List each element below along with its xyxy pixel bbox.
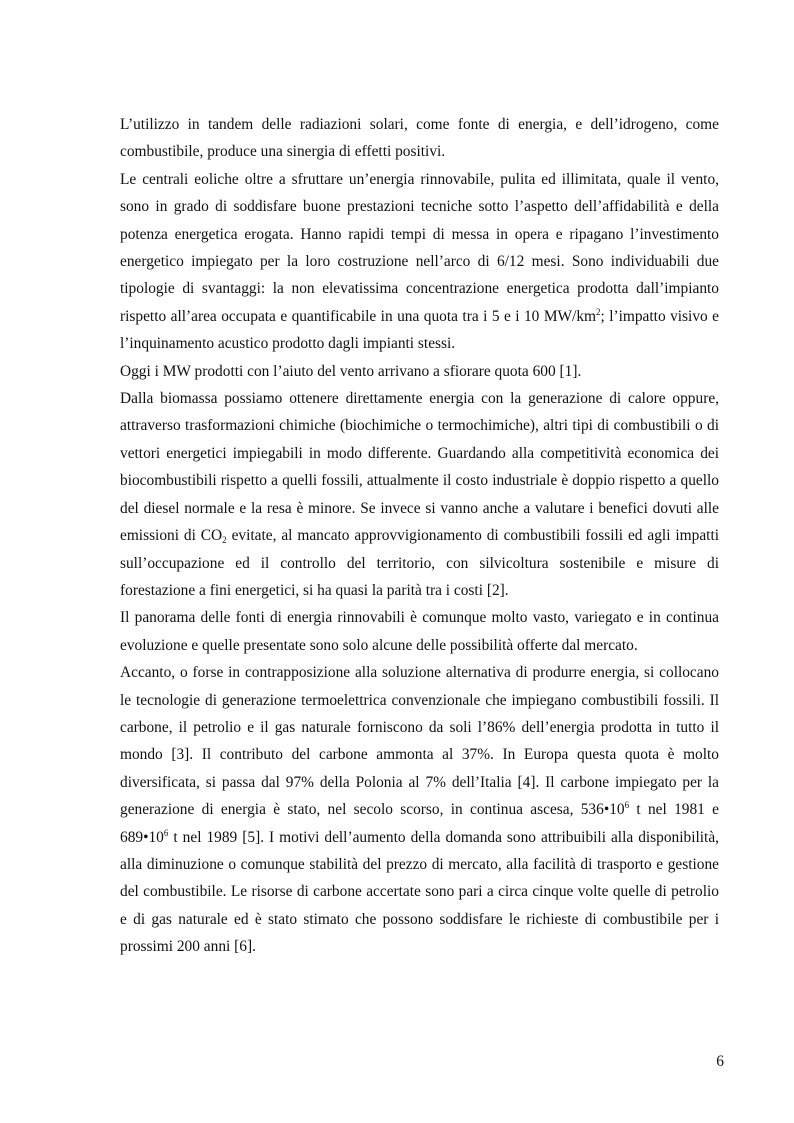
paragraph-wind-mw: Oggi i MW prodotti con l’aiuto del vento arrivano a sfiorare quota 600 [1]. bbox=[120, 362, 582, 380]
page-number: 6 bbox=[716, 1053, 724, 1070]
superscript: 2 bbox=[595, 306, 601, 317]
superscript: 6 bbox=[163, 827, 169, 838]
page-body bbox=[120, 111, 719, 961]
paragraph-fossil-fuels bbox=[120, 659, 719, 960]
text-run: Dalla biomassa possiamo ottenere direttamente energia con la generazione di calore oppure, attraverso trasformazioni chimiche (biochimiche o termochimiche), altri tipi di combustibili o di vettori energetici impiegabili in modo differente. Guardando alla competitività economica dei biocombustibili rispetto a quelli fossili, attualmente il costo industriale è doppio rispetto a quello del diesel normale e la resa è minore. Se invece si vanno anche a valutare i benefici dovuti alle emissioni di CO bbox=[120, 390, 719, 545]
text-run: evitate, al mancato approvvigionamento di combustibili fossili ed agli impatti sull’occupazione ed il controllo del territorio, con silvicoltura sostenibile e misure di forestazione a fini energetici, si ha quasi la parità tra i costi [2]. bbox=[120, 527, 719, 599]
text-run: Accanto, o forse in contrapposizione alla soluzione alternativa di produrre energia, si collocano le tecnologie di generazione termoelettrica convenzionale che impiegano combustibili fossili. Il carbone, il petrolio e il gas naturale forniscono da soli l’86% dell’energia prodotta in tutto il mondo [3]. Il contributo del carbone ammonta al 37%. In Europa questa quota è molto diversificata, si passa dal 97% della Polonia al 7% dell’Italia [4]. Il carbone impiegato per la generazione di energia è stato, nel secolo scorso, in continua ascesa, 536•10 bbox=[120, 664, 719, 819]
text-run: ; l’impatto visivo e l’inquinamento acustico prodotto dagli impianti stessi. bbox=[120, 307, 719, 353]
text-run: t nel 1981 e 689•10 bbox=[120, 801, 719, 846]
paragraph-wind-power bbox=[120, 166, 719, 358]
subscript: 2 bbox=[222, 535, 227, 546]
text-run: t nel 1989 [5]. I motivi dell’aumento della domanda sono attribuibili alla disponibilità, alla diminuzione o comunque stabilità del prezzo di mercato, alla facilità di trasporto e gestione del combustibile. Le risorse di carbone accertate sono pari a circa cinque volte quelle di petrolio e di gas naturale ed è stato stimato che possono soddisfare le richieste di combustibile per i prossimi 200 anni [6]. bbox=[120, 828, 719, 956]
paragraph-renewables-overview: Il panorama delle fonti di energia rinnovabili è comunque molto vasto, variegato e in continua evoluzione e quelle presentate sono solo alcune delle possibilità offerte dal mercato. bbox=[120, 609, 719, 654]
superscript: 6 bbox=[624, 800, 630, 811]
text-run: Le centrali eoliche oltre a sfruttare un’energia rinnovabile, pulita ed illimitata, quale il vento, sono in grado di soddisfare buone prestazioni tecniche sotto l’aspetto dell’affidabilità e della potenza energetica erogata. Hanno rapidi tempi di messa in opera e ripagano l’investimento energetico impiegato per la loro costruzione nell’arco di 6/12 mesi. Sono individuabili due tipologie di svantaggi: la non elevatissima concentrazione energetica prodotta dall’impianto rispetto all’area occupata e quantificabile in una quota tra i 5 e i 10 MW/km bbox=[120, 170, 719, 325]
paragraph-biomass bbox=[120, 385, 719, 604]
paragraph-solar-hydrogen: L’utilizzo in tandem delle radiazioni solari, come fonte di energia, e dell’idrogeno, come combustibile, produce una sinergia di effetti positivi. bbox=[120, 116, 719, 161]
